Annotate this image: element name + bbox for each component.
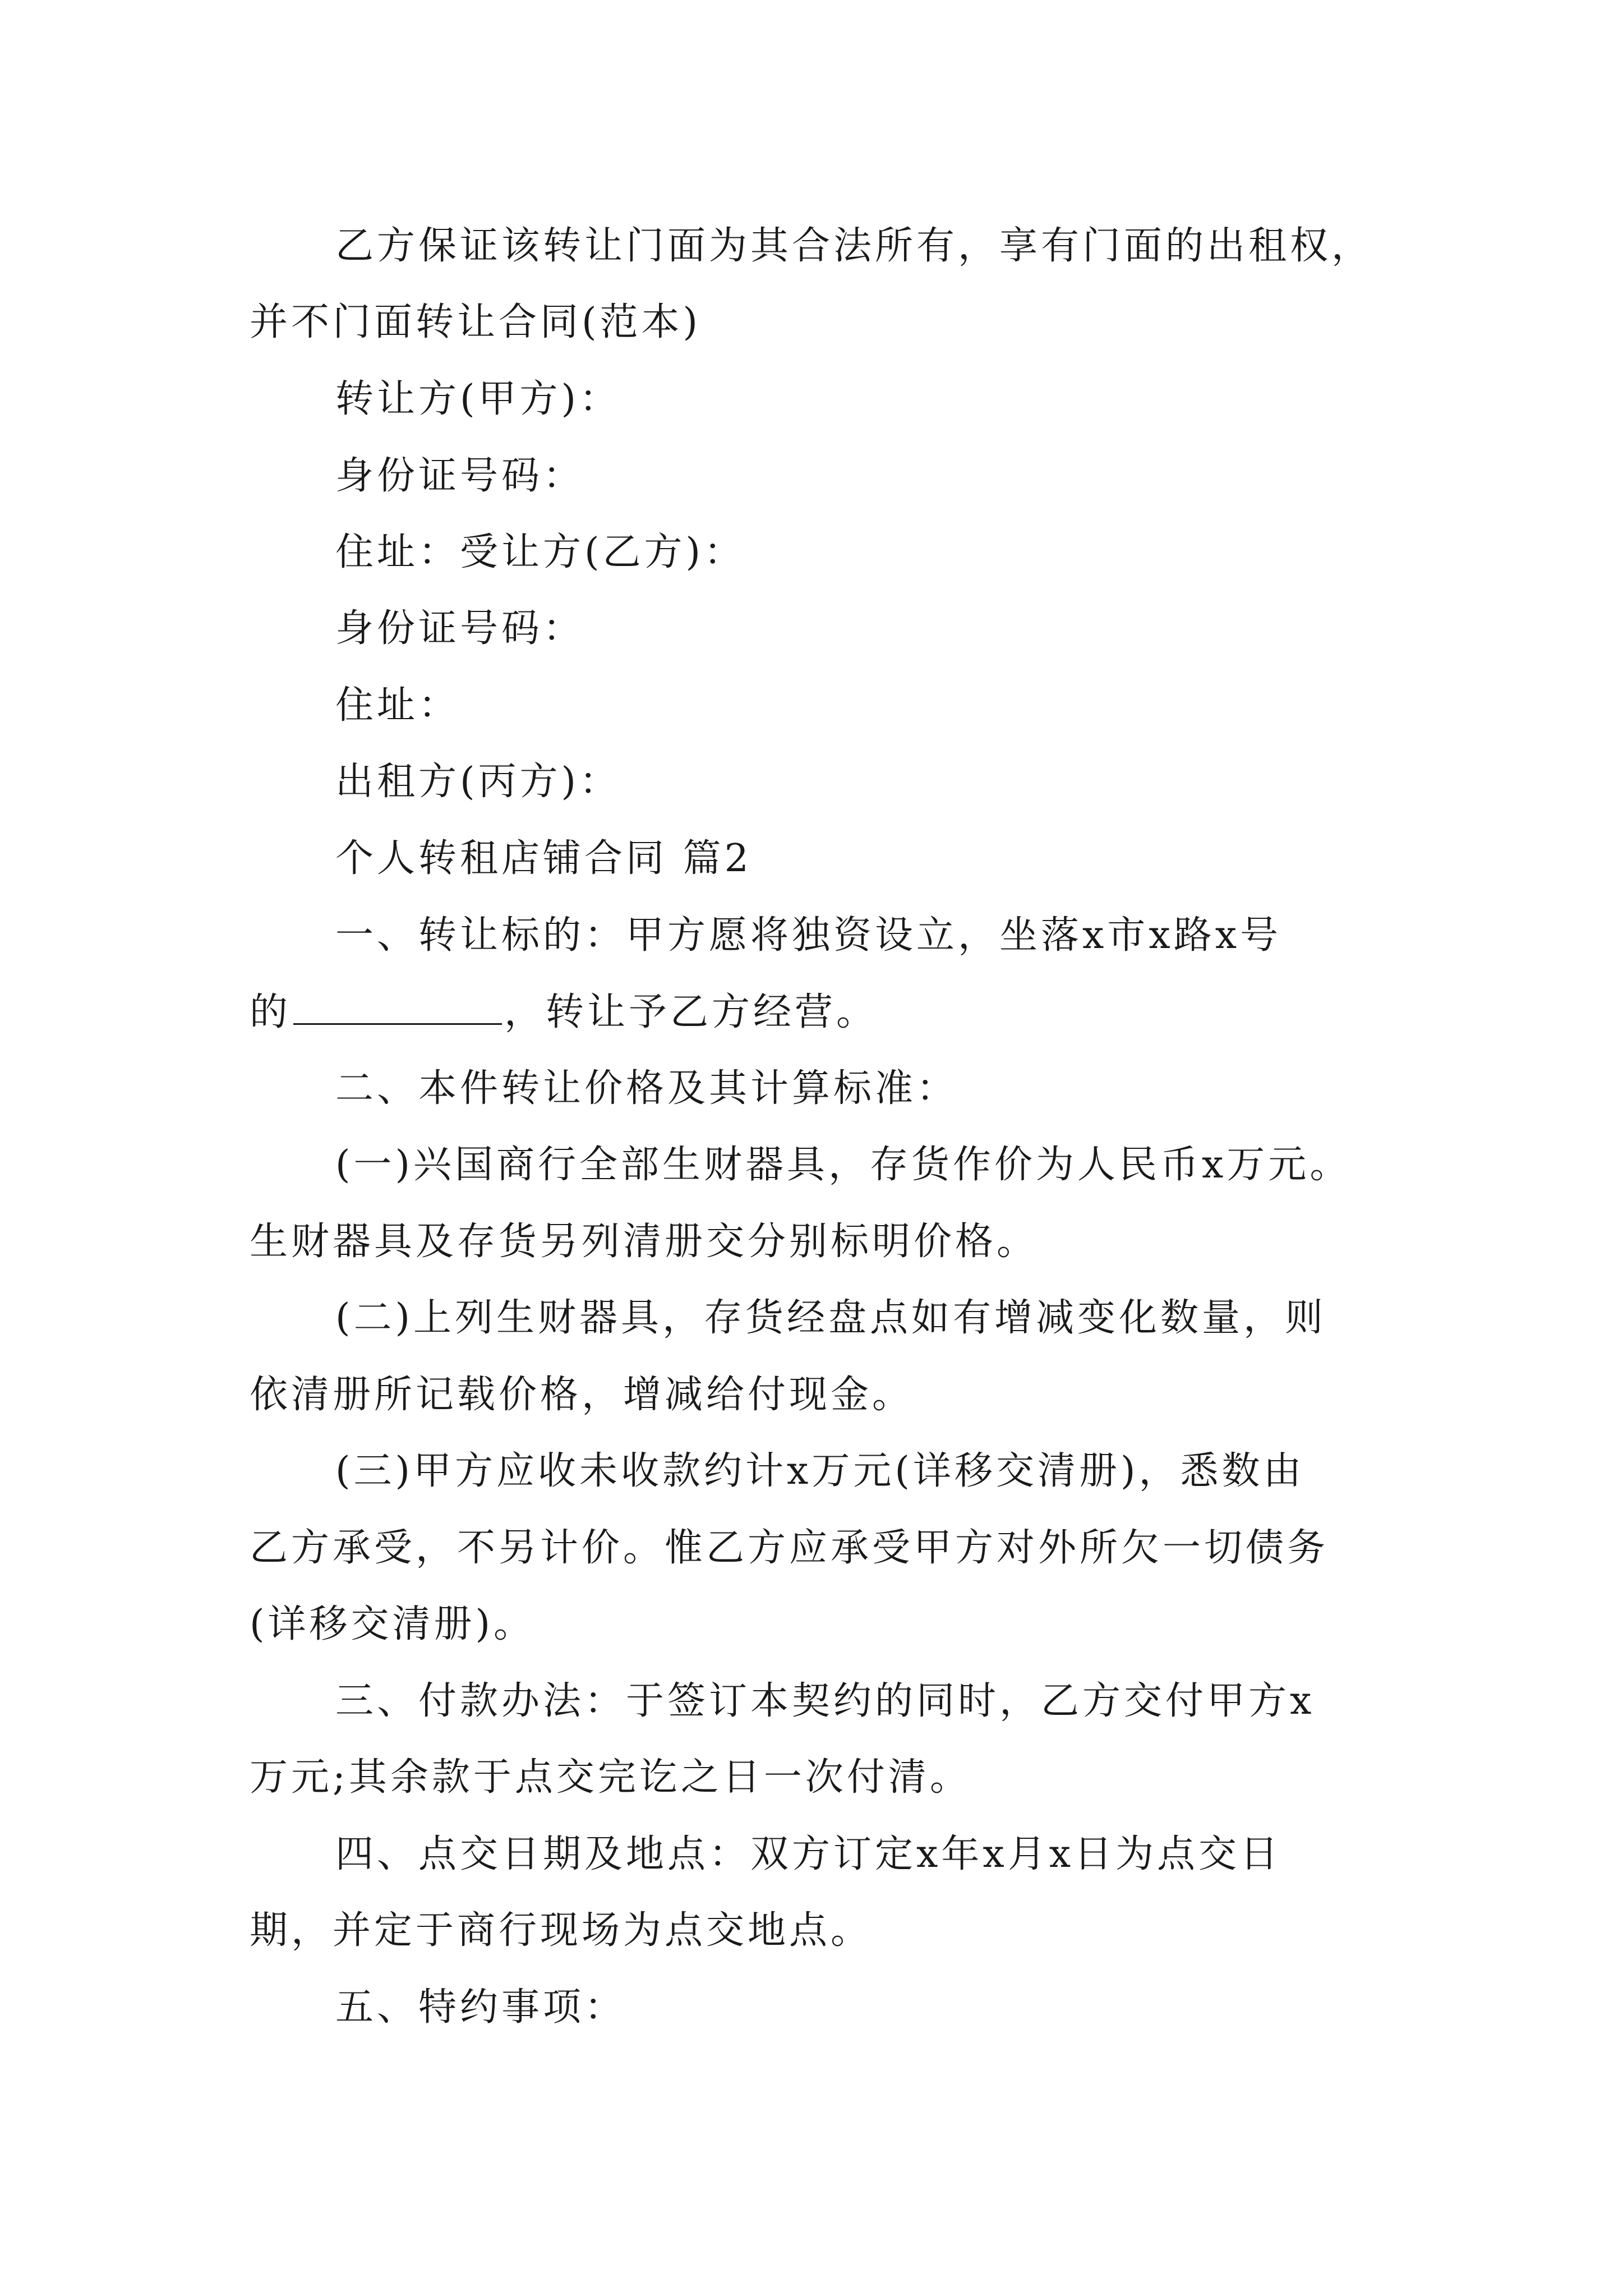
paragraph-line: (三)甲方应收未收款约计x万元(详移交清册)，悉数由 — [335, 1449, 1305, 1493]
paragraph-line: 转让方(甲方)： — [335, 377, 621, 421]
paragraph-line: 三、付款办法：于签订本契约的同时，乙方交付甲方x — [335, 1679, 1315, 1723]
paragraph-line: 并不门面转让合同(范本) — [250, 300, 702, 344]
paragraph-line: (一)兴国商行全部生财器具，存货作价为人民币x万元。 — [335, 1143, 1352, 1187]
section-heading: 个人转租店铺合同 篇2 — [335, 836, 752, 881]
paragraph-line: 生财器具及存货另列清册交分别标明价格。 — [250, 1220, 1039, 1264]
paragraph-line: 出租方(丙方)： — [335, 760, 621, 804]
line-text: 的 — [250, 990, 292, 1034]
paragraph-line — [250, 990, 1427, 1034]
paragraph-line: 一、转让标的：甲方愿将独资设立，坐落x市x路x号 — [335, 913, 1282, 958]
paragraph-line: 期，并定于商行现场为点交地点。 — [250, 1908, 873, 1953]
line-text: ，转让予乙方经营。 — [504, 990, 878, 1034]
paragraph-line: 身份证号码： — [335, 454, 585, 498]
paragraph-line: 住址：受让方(乙方)： — [335, 530, 746, 574]
fill-in-blank — [293, 993, 502, 1025]
paragraph-line: 二、本件转让价格及其计算标准： — [335, 1066, 958, 1111]
paragraph-line: 身份证号码： — [335, 606, 585, 651]
paragraph-line: (二)上列生财器具，存货经盘点如有增减变化数量，则 — [335, 1296, 1327, 1340]
paragraph-line: 万元;其余款于点交完讫之日一次付清。 — [250, 1755, 971, 1800]
paragraph-line: 五、特约事项： — [335, 1985, 626, 2030]
paragraph-line: 依清册所记载价格，增减给付现金。 — [250, 1373, 914, 1417]
paragraph-line: 四、点交日期及地点：双方订定x年x月x日为点交日 — [335, 1832, 1282, 1876]
paragraph-line: 乙方保证该转让门面为其合法所有，享有门面的出租权， — [335, 224, 1373, 268]
paragraph-line: 住址： — [335, 683, 460, 728]
paragraph-line: (详移交清册)。 — [250, 1602, 536, 1646]
paragraph-line: 乙方承受，不另计价。惟乙方应承受甲方对外所欠一切债务 — [250, 1526, 1329, 1570]
